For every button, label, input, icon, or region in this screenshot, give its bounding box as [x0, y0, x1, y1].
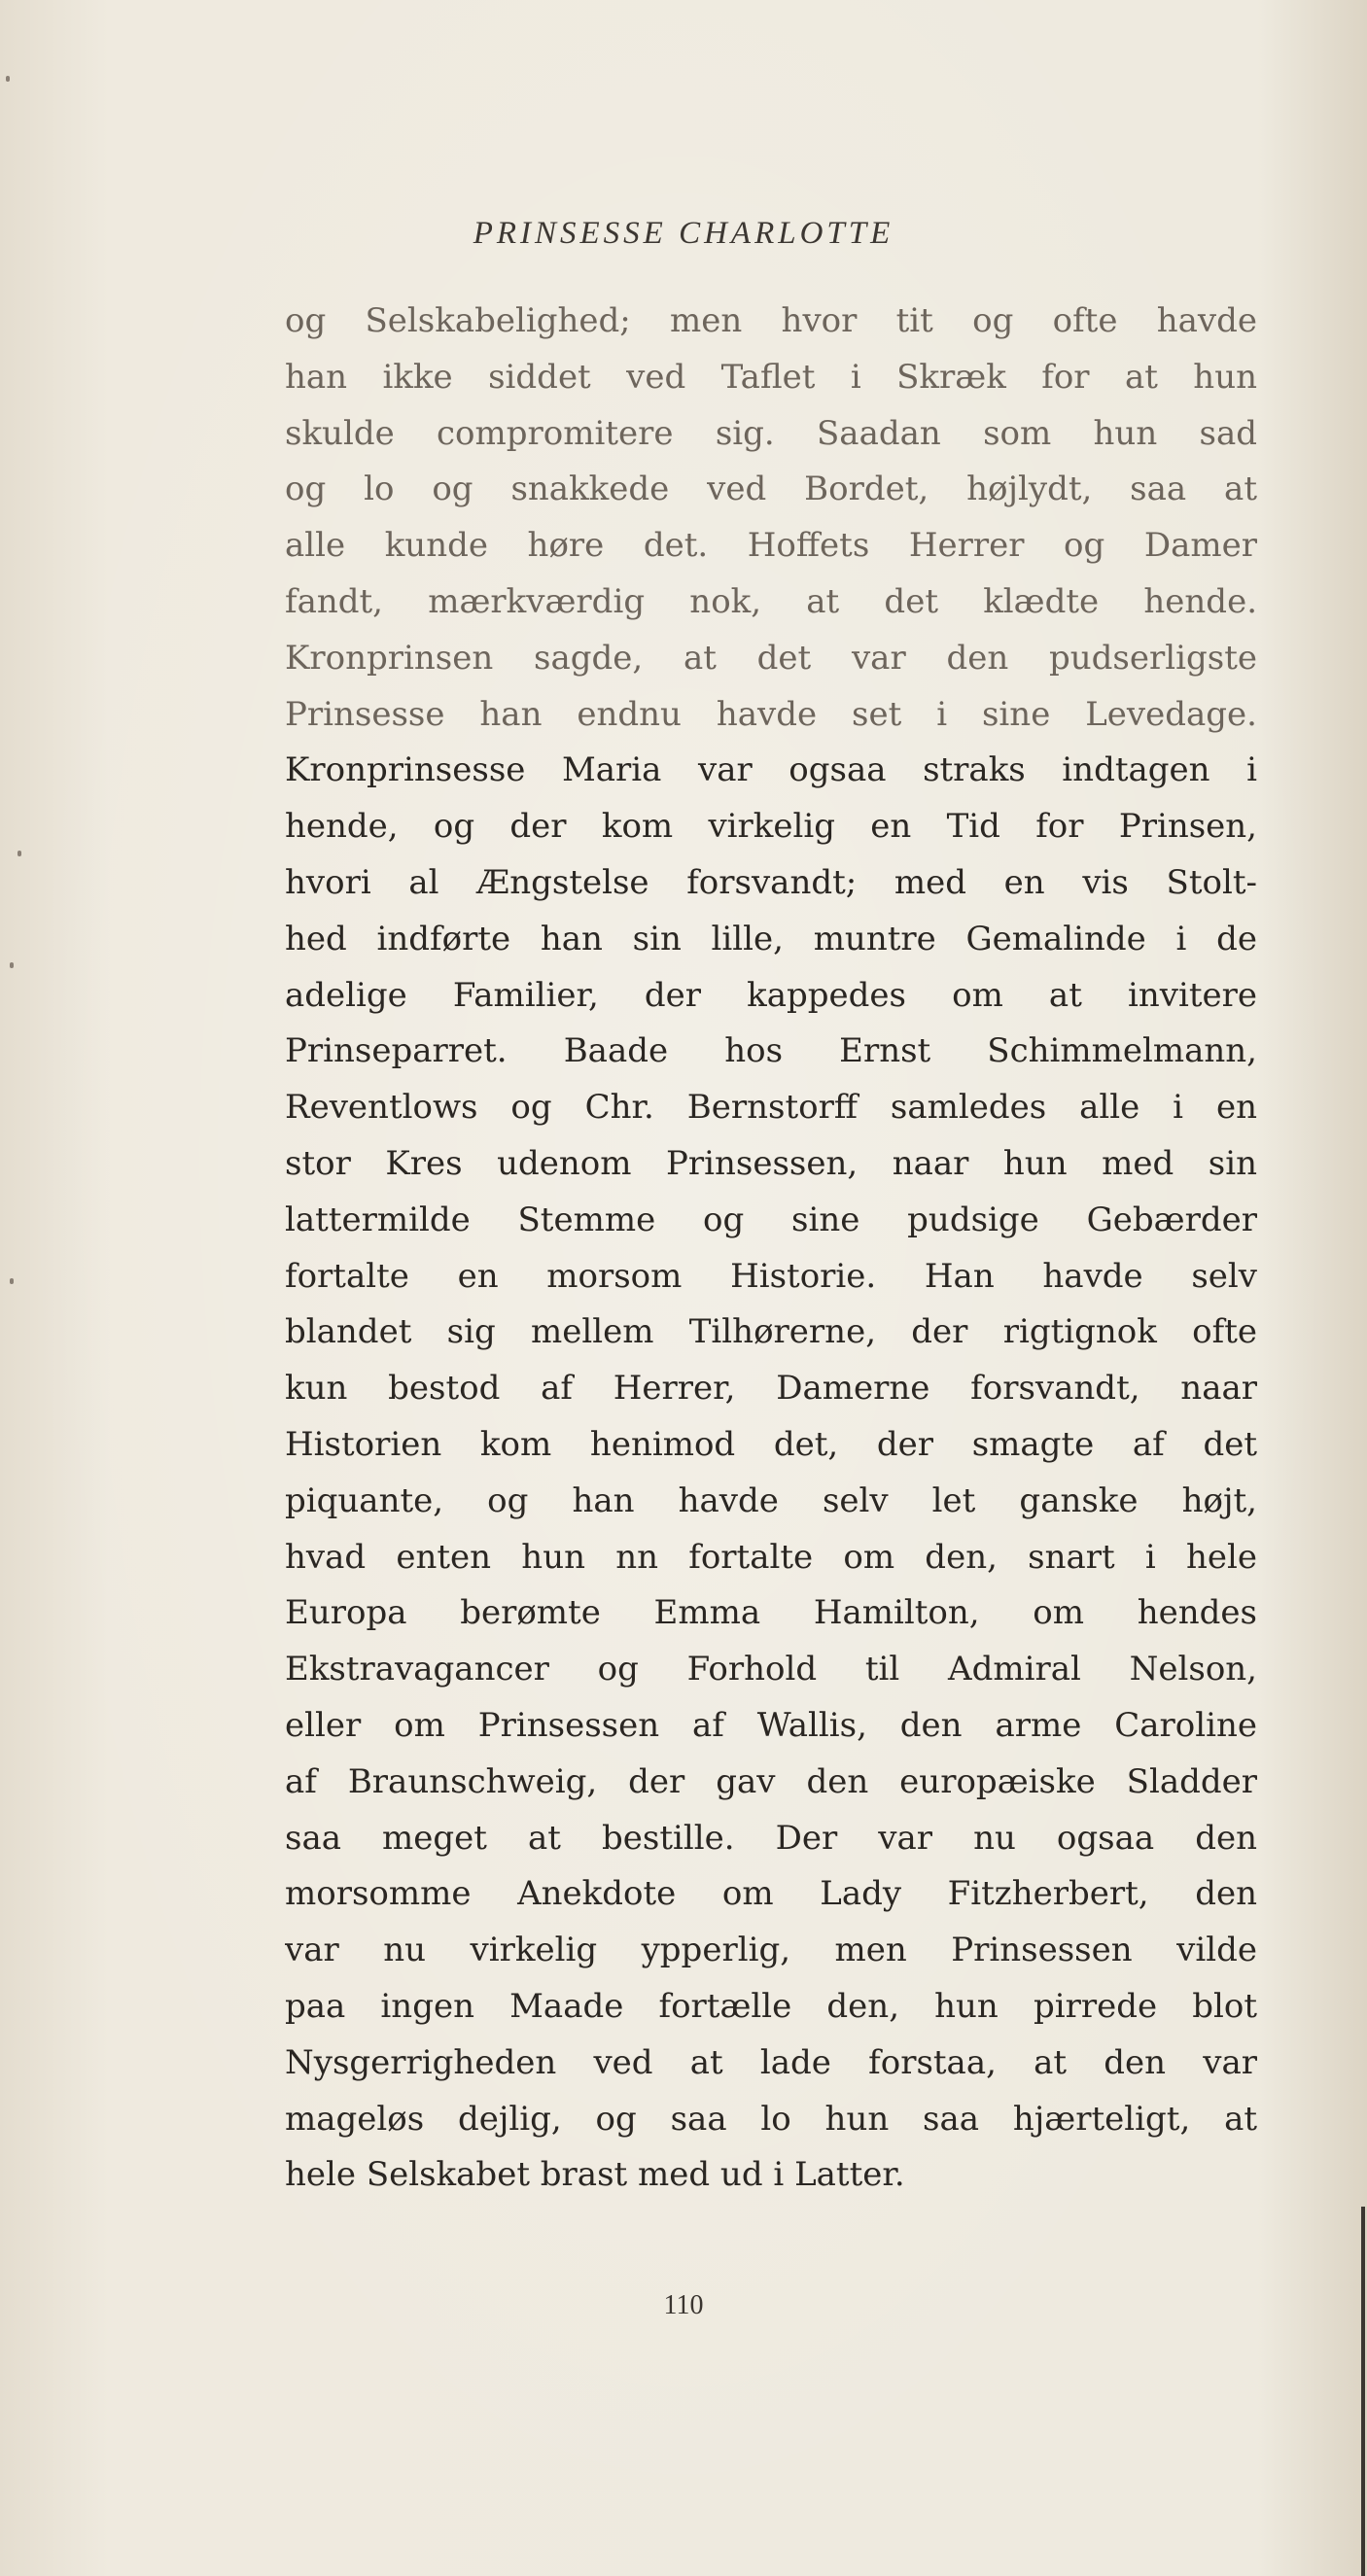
- page-edge-shadow: [1361, 2207, 1365, 2576]
- text-line: hvad enten hun nn fortalte om den, snart i hele: [285, 1537, 1257, 1577]
- text-line: skulde compromitere sig. Saadan som hun sad: [285, 413, 1257, 453]
- text-line: fandt, mærkværdig nok, at det klædte hende.: [285, 581, 1257, 621]
- text-line: var nu virkelig ypperlig, men Prinsessen vilde: [285, 1931, 1257, 1970]
- text-line: blandet sig mellem Tilhørerne, der rigtignok ofte: [285, 1312, 1257, 1352]
- text-line: alle kunde høre det. Hoffets Herrer og Damer: [285, 526, 1257, 566]
- text-line: Nysgerrigheden ved at lade forstaa, at den var: [285, 2042, 1257, 2082]
- text-line: paa ingen Maade fortælle den, hun pirrede blot: [285, 1986, 1257, 2026]
- text-line: hele Selskabet brast med ud i Latter.: [285, 2155, 905, 2195]
- text-line: hed indførte han sin lille, muntre Gemalinde i de: [285, 919, 1257, 958]
- text-line: lattermilde Stemme og sine pudsige Gebærder: [285, 1200, 1257, 1239]
- margin-speck: [10, 962, 14, 968]
- text-line: han ikke siddet ved Taflet i Skræk for at hun: [285, 357, 1257, 397]
- text-line: hende, og der kom virkelig en Tid for Prinsen,: [285, 807, 1257, 847]
- text-line: stor Kres udenom Prinsessen, naar hun med sin: [285, 1143, 1257, 1183]
- text-line: Europa berømte Emma Hamilton, om hendes: [285, 1593, 1257, 1633]
- margin-speck: [6, 76, 10, 82]
- text-line: morsomme Anekdote om Lady Fitzherbert, den: [285, 1874, 1257, 1914]
- page-number: 110: [663, 2290, 704, 2320]
- text-line: Kronprinsesse Maria var ogsaa straks indtagen i: [285, 750, 1257, 790]
- text-line: hvori al Ængstelse forsvandt; med en vis Stolt-: [285, 862, 1257, 902]
- text-line: Historien kom henimod det, der smagte af det: [285, 1424, 1257, 1464]
- text-line: Kronprinsen sagde, at det var den pudserligste: [285, 638, 1257, 678]
- text-line: Prinseparret. Baade hos Ernst Schimmelmann,: [285, 1031, 1257, 1071]
- margin-speck: [18, 851, 21, 856]
- text-line: Ekstravagancer og Forhold til Admiral Nelson,: [285, 1650, 1257, 1689]
- text-line: Reventlows og Chr. Bernstorff samledes alle i en: [285, 1088, 1257, 1128]
- text-line: kun bestod af Herrer, Damerne forsvandt, naar: [285, 1369, 1257, 1409]
- text-line: og Selskabelighed; men hvor tit og ofte havde: [285, 301, 1257, 340]
- running-head: PRINSESSE CHARLOTTE: [473, 216, 894, 251]
- text-line: eller om Prinsessen af Wallis, den arme Caroline: [285, 1705, 1257, 1745]
- margin-speck: [10, 1278, 14, 1284]
- text-line: Prinsesse han endnu havde set i sine Levedage.: [285, 694, 1257, 734]
- text-line: piquante, og han havde selv let ganske højt,: [285, 1480, 1257, 1520]
- text-line: fortalte en morsom Historie. Han havde selv: [285, 1256, 1257, 1296]
- text-line: adelige Familier, der kappedes om at invitere: [285, 975, 1257, 1015]
- body-text: [285, 294, 1257, 2204]
- text-line: af Braunschweig, der gav den europæiske Sladder: [285, 1761, 1257, 1801]
- text-line: mageløs dejlig, og saa lo hun saa hjærteligt, at: [285, 2099, 1257, 2139]
- text-line: og lo og snakkede ved Bordet, højlydt, saa at: [285, 470, 1257, 509]
- text-line: saa meget at bestille. Der var nu ogsaa den: [285, 1818, 1257, 1858]
